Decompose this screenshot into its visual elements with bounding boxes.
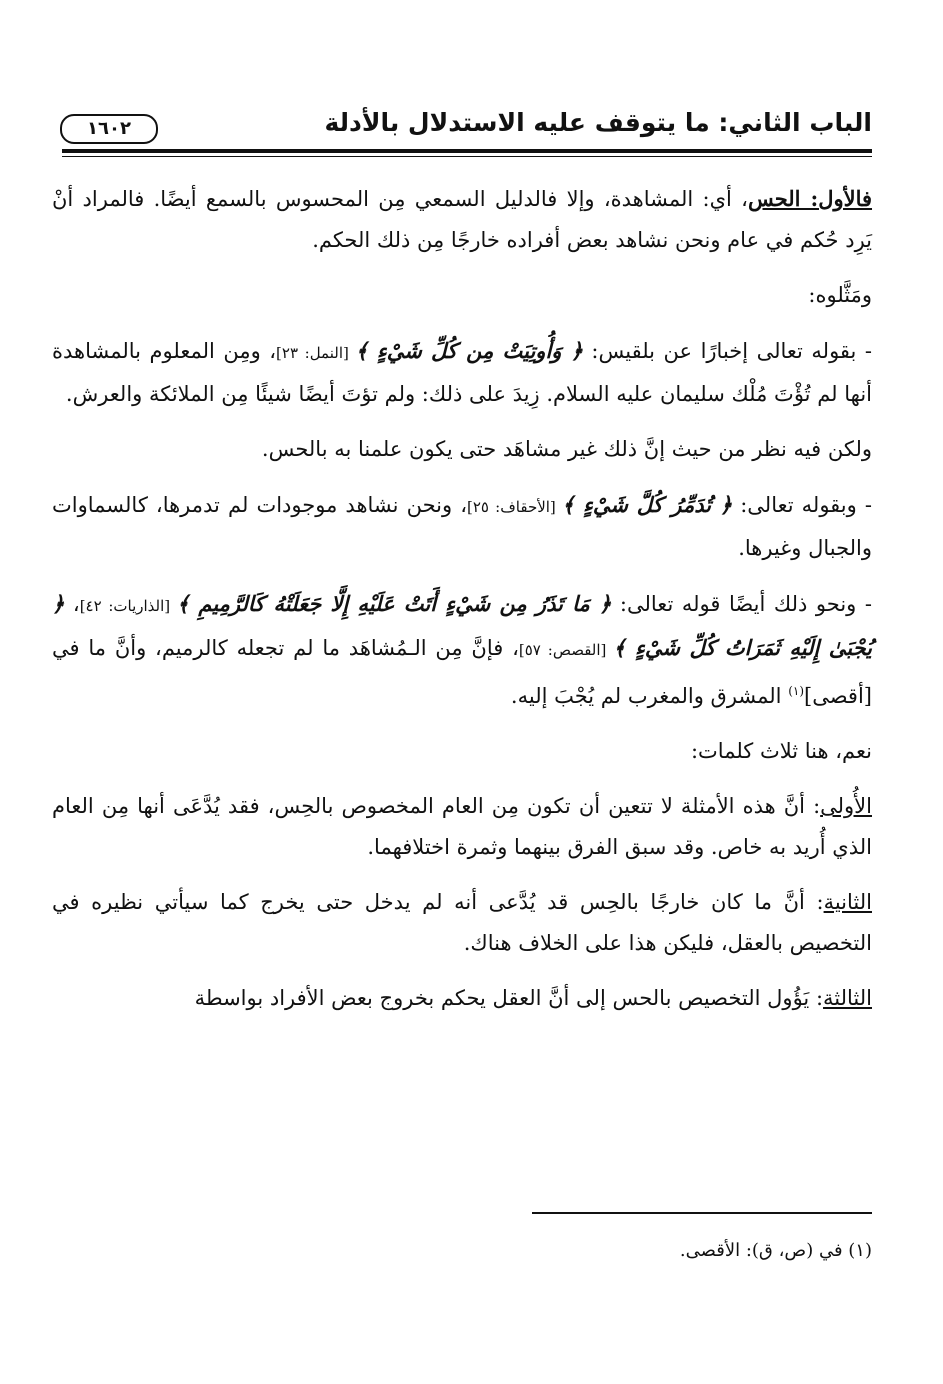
- lead-term: الثالثة: [823, 986, 872, 1010]
- paragraph-text: - ونحو ذلك أيضًا قوله تعالى:: [611, 592, 872, 616]
- paragraph-text: ، فإنَّ مِن الـمُشاهَد ما لم تجعله كالرميم، وأنَّ ما في [أقصى]: [52, 636, 872, 708]
- chapter-title: الباب الثاني: ما يتوقف عليه الاستدلال بالأدلة: [324, 108, 872, 137]
- paragraph-text: المشرق والمغرب لم يُجْبَ إليه.: [510, 684, 789, 708]
- lead-term: فالأول: الحس: [747, 186, 873, 211]
- paragraph-text: ، ونحن نشاهد موجودات لم تدمرها، كالسماوات والجبال وغيرها.: [52, 493, 872, 560]
- paragraph-9: [52, 882, 872, 964]
- verse-reference: [الذاريات: ٤٢]: [79, 597, 177, 615]
- paragraph-text: - بقوله تعالى إخبارًا عن بلقيس:: [582, 339, 872, 363]
- lead-term: الثانية: [823, 890, 872, 914]
- paragraph-text: : يَؤُول التخصيص بالحس إلى أنَّ العقل يحكم بخروج بعض الأفراد بواسطة: [194, 986, 824, 1010]
- lead-term: الأُولى: [820, 794, 872, 818]
- paragraph-1: [52, 178, 872, 261]
- paragraph-7: نعم، هنا ثلاث كلمات:: [690, 739, 872, 763]
- quran-verse: ﴿ وَأُوتِيَتْ مِن كُلِّ شَيْءٍ ﴾: [355, 338, 583, 363]
- verse-reference: [النمل: ٢٣]: [276, 344, 356, 362]
- header-rule-thick: [62, 149, 872, 153]
- footnote-marker[interactable]: (١): [788, 684, 805, 698]
- quran-verse: ﴿ تُدَمِّرُ كُلَّ شَيْءٍ ﴾: [561, 492, 733, 517]
- body-text: [52, 178, 872, 1033]
- paragraph-8: [52, 786, 872, 868]
- paragraph-text: : أنَّ ما كان خارجًا بالحِس قد يُدَّعى أنه لم يدخل حتى يخرج كما سيأتي نظيره في التخصيص بالعقل، فليكن هذا على الخلاف هناك.: [52, 890, 872, 955]
- paragraph-text: ، أي: المشاهدة، وإلا فالدليل السمعي مِن المحسوس بالسمع أيضًا. فالمراد أنْ يَرِد حُكم في عام ونحن نشاهد بعض أفراده خارجًا مِن ذلك الحكم.: [52, 187, 872, 252]
- page-header: [52, 100, 872, 150]
- page-number: ١٦٠٢: [60, 114, 158, 144]
- paragraph-6: [52, 583, 872, 717]
- paragraph-text: : أنَّ هذه الأمثلة لا تتعين أن تكون مِن العام المخصوص بالحِس، فقد يُدَّعَى أنها مِن العام الذي أُريد به خاص. وقد سبق الفرق بينهما وثمرة اختلافهما.: [52, 794, 872, 859]
- footnote: (١) في (ص، ق): الأقصى.: [679, 1240, 872, 1261]
- paragraph-4: ولكن فيه نظر من حيث إنَّ ذلك غير مشاهَد حتى يكون علمنا به بالحس.: [261, 437, 872, 461]
- verse-reference: [القصص: ٥٧]: [518, 641, 614, 659]
- quran-verse: ﴿ يُجْبَىٰ إِلَيْهِ ثَمَرَاتُ كُلِّ شَيْءٍ ﴾: [52, 591, 872, 660]
- paragraph-5: [52, 484, 872, 569]
- footnote-separator: [532, 1212, 872, 1214]
- paragraph-10: [52, 978, 872, 1019]
- paragraph-3: [52, 330, 872, 415]
- paragraph-text: ،: [64, 592, 80, 616]
- verse-reference: [الأحقاف: ٢٥]: [467, 498, 562, 516]
- page: [52, 100, 873, 1261]
- paragraph-2: ومَثَّلوه:: [808, 283, 872, 307]
- paragraph-text: ، ومِن المعلوم بالمشاهدة أنها لم تُؤْتَ مُلْك سليمان عليه السلام. زِيدَ على ذلك: ولم تؤتَ أيضًا شيئًا مِن الملائكة والعرش.: [52, 339, 872, 406]
- quran-verse: ﴿ مَا تَذَرُ مِن شَيْءٍ أَتَتْ عَلَيْهِ إِلَّا جَعَلَتْهُ كَالرَّمِيمِ ﴾: [176, 591, 612, 616]
- paragraph-text: - وبقوله تعالى:: [732, 493, 872, 517]
- header-rule-thin: [62, 156, 872, 157]
